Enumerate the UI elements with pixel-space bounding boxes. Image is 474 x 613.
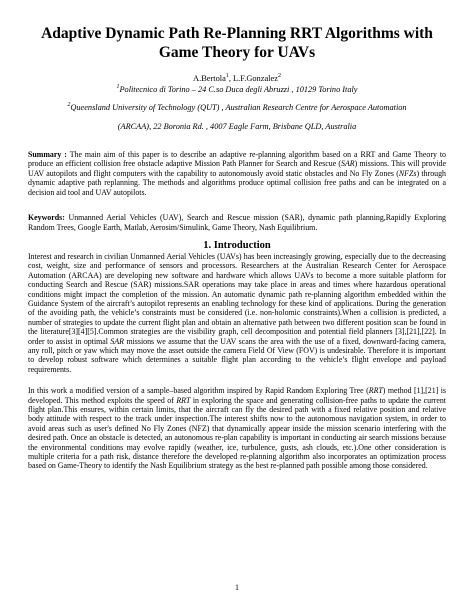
body-abbrev: RRT: [368, 386, 383, 396]
affiliation-text: Queensland University of Technology (QUT) , Australian Research Centre for Aerospace Automation: [70, 102, 407, 112]
body-text: Interest and research in civilian Unmanned Aerial Vehicles (UAVs) has been increasingly growing, especially due to the decreasing cost, weight, size and performance of sensors and processors. Researchers at the Australian Research Center for Aerospace Automation (ARCAA) are developing new software and hardware which allows UAVs to become a more suitable platform for conducting Search and Rescue (SAR) missions.SAR operations may take place in areas and times where hazardous operational conditions might impact the completion of the mission. An automatic dynamic path re-planning algorithm embedded within the Guidance System of the aircraft’s autopilot represents an enabling technology for these kind of applications. During the generation of the avoiding path, the vehicle’s constraints must be considered (i.e. non-holomic constraints).When a collision is predicted, a number of strategies to update the current flight plan and obtain an alternative path between two different position scan be found in the literature[3][4][5].Common strategies are the visibility graph, cell decomposition and potential field planners [3],[21],[22]. In order to assist in optimal: [28, 251, 446, 346]
section-heading: 1. Introduction: [203, 239, 271, 251]
body-paragraph: [28, 252, 446, 374]
author-name: A.Bertola: [193, 74, 226, 83]
affiliation-marker: 2: [67, 101, 71, 108]
body-abbrev: SAR: [110, 336, 125, 346]
body-text: missions we assume that the UAV scans the area with the use of a fixed, downward-facing camera, any roll, pitch or yaw which may move the asset outside the camera Field Of View (FOV) is undesirable. Therefore it is important to develop robust software which determines a suitable flight plan according to the vehicle’s flight envelope and payload requirements.: [28, 336, 446, 374]
affiliation-marker: 1: [225, 73, 229, 80]
author-name: L.F.Gonzalez: [233, 74, 278, 83]
affiliation-marker: 1: [116, 83, 120, 90]
body-text: In this work a modified version of a sample–based algorithm inspired by Rapid Random Exploring Tree (: [28, 386, 369, 396]
summary-label: Summary :: [28, 149, 67, 159]
affiliation-2-cont: [28, 122, 446, 132]
affiliation-text: (ARCAA), 22 Boronia Rd. , 4007 Eagle Farm, Brisbane QLD, Australia: [117, 121, 357, 131]
page-number: 1: [235, 583, 239, 592]
affiliation-1: [28, 85, 446, 95]
summary-abbrev: SAR: [341, 159, 355, 168]
keywords-text: Unmanned Aerial Vehicles (UAV), Search and Rescue mission (SAR), dynamic path planning,Rapidly Exploring Random Trees, Google Earth, Matlab, Aerosim/Simulink, Game Theory, Nash Equilibrium.: [28, 213, 446, 232]
summary-abbrev: NFZs: [398, 168, 417, 178]
body-paragraph: [28, 386, 446, 471]
summary-text: ) missions. This will provide UAV autopilots and flight computers with the capability to autonomously avoid static obstacles and No Fly Zones (: [28, 159, 446, 178]
affiliation-2: [28, 103, 446, 113]
summary-paragraph: [28, 150, 446, 198]
body-text: in exploring the space and generating collision-free paths to update the current flight plan.This ensures, within certain limits, that the aircraft can fly the desired path with a fixed relative position and relative body attitude with respect to the track under inspection.The interest shifts now to the autonomous navigation system, in order to avoid areas such as user's defined No Fly Zones (NFZ) that dynamically appear inside the mission scenario interfering with the desired path. Once an obstacle is detected, an autonomous re-plan capability is important in conducting air search missions because the environmental conditions may evolve rapidly (weather, ice, turbulence, gusts, ash clouds, etc.).One other consideration is multiple criteria for a path risk, distance therefore the developed re-planning algorithm also incorporates an optimization process based on Game-Theory to identify the Nash Equilibrium strategy as the best re-planned path possible among those considered.: [28, 395, 446, 471]
keywords-label: Keywords:: [28, 213, 65, 222]
affiliation-marker: 2: [277, 73, 281, 80]
author-separator: ,: [228, 74, 234, 83]
summary-text: ) through dynamic adaptive path replanning. The methods and algorithms produce optimal collision free paths and can be integrated on a decision aid tool and UAV autopilots.: [28, 168, 446, 197]
body-text: ) method [1],[21] is developed. This method exploits the speed of: [28, 386, 447, 405]
author-line: [28, 74, 446, 85]
keywords-paragraph: [28, 213, 446, 232]
summary-text: The main aim of this paper is to describe an adaptive re-planning algorithm based on a RRT and Game Theory to produce an efficient collision free obstacle adaptive Mission Path Planner for Search and Rescue (: [28, 149, 446, 168]
body-abbrev: RRT: [176, 395, 191, 405]
affiliation-text: Politecnico di Torino – 24 C.so Duca degli Abruzzi , 10129 Torino Italy: [119, 84, 358, 94]
paper-title: Adaptive Dynamic Path Re-Planning RRT Algorithms with Game Theory for UAVs: [41, 25, 433, 61]
